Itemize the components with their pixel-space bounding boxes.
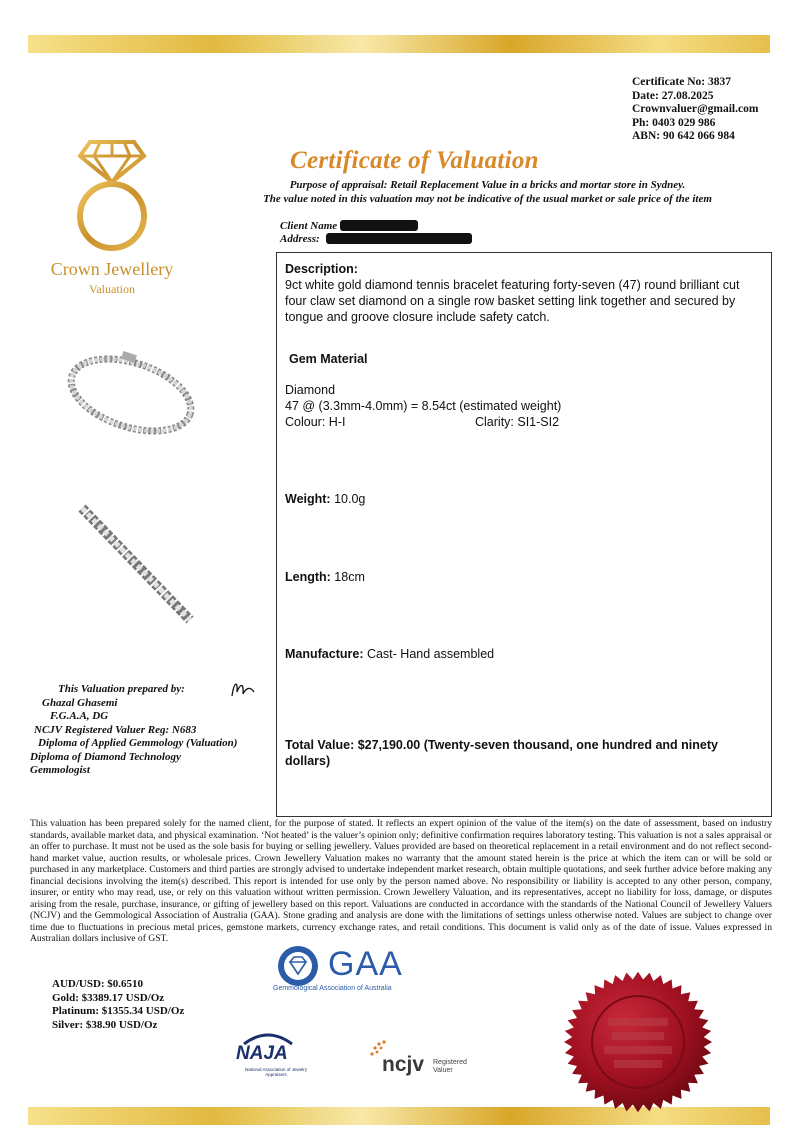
valuer-credential-2: NCJV Registered Valuer Reg: N683 <box>34 723 197 736</box>
wax-seal-icon <box>548 960 728 1120</box>
description-heading: Description: <box>285 262 358 276</box>
rate-silver: Silver: $38.90 USD/Oz <box>52 1018 158 1031</box>
naja-logo-subtitle: National Association of Jewelry Appraisers <box>244 1067 308 1077</box>
prepared-by-block <box>30 683 238 778</box>
gem-colour: Colour: H-I <box>285 415 346 429</box>
certificate-email: Crownvaluer@gmail.com <box>632 103 759 116</box>
manufacture-row <box>285 646 494 662</box>
certificate-date: Date: 27.08.2025 <box>632 89 714 102</box>
manufacture-label: Manufacture: <box>285 647 364 661</box>
valuer-credential-5: Gemmologist <box>30 764 90 776</box>
rate-platinum: Platinum: $1355.34 USD/Oz <box>52 1005 185 1018</box>
certificate-abn: ABN: 90 642 066 984 <box>632 130 735 143</box>
rate-gold: Gold: $3389.17 USD/Oz <box>52 991 165 1004</box>
ncjv-logo-text: ncjv <box>382 1053 425 1076</box>
gaa-logo-text: GAA <box>328 945 403 983</box>
gaa-emblem-icon <box>276 944 320 988</box>
disclaimer-text: This valuation has been prepared solely for the named client, for the purpose of stated. It reflects an expert opinion of the value of the item(s) on the date of assessment, based on industry standards, available market data, and physical examination. ‘Not heated’ is the valuer’s opinion only; definitive confirmation requires laboratory testing. This valuation is not a sales appraisal or an offer to purchase. It must not be used as the sole basis for buying or selling jewellery. Values provided are based on theoretical replacement in a retail environment and do not reflect second-hand market value, auction results, or wholesale prices. Crown Jewellery Valuation makes no warranty that the amount stated herein is the price at which the item can or will be sold or purchased in any marketplace. Customers and third parties are strongly advised to undertake independent market research, obtain multiple quotations, and seek further advice before making any financial decisions involving the item(s) described. This report is intended for use only by the person named above. No responsibility or liability is accepted to any other person, company, insurer, or entity who may read, use, or rely on this valuation without written permission. Crown Jewellery Valuation, and its representatives, accept no liability for loss, damage, or disputes arising from the resale, purchase, insurance, or gifting of jewellery based on this report. Valuations are conducted in accordance with the standards of the National Council of Jewellery Valuers (NCJV) and the Gemmological Association of Australia (GAA). Stone grading and analysis are done with the limitations of settings unless otherwise noted. Values are subject to change over time due to fluctuations in precious metal prices, gemstone markets, currency exchange rates, and retail conditions. This document is valid only as of the date of issue. Values expressed in Australian dollars inclusive of GST. <box>30 818 772 944</box>
length-value: 18cm <box>330 570 365 584</box>
prepared-by-label: This Valuation prepared by: <box>58 683 185 695</box>
bracelet-photo-bottom <box>72 500 202 630</box>
purpose-statement <box>200 178 775 206</box>
length-label: Length: <box>285 570 331 584</box>
weight-label: Weight: <box>285 492 331 506</box>
gaa-logo-subtitle: Gemmological Association of Australia <box>273 985 392 992</box>
weight-row <box>285 491 365 507</box>
top-gold-bar <box>28 35 770 53</box>
weight-value: 10.0g <box>330 492 366 506</box>
description-section <box>285 261 761 325</box>
naja-logo-text: NAJA <box>236 1043 288 1064</box>
length-row <box>285 569 365 585</box>
client-name-label: Client Name <box>280 220 338 232</box>
bracelet-photo-top <box>56 345 206 445</box>
purpose-line-2: The value noted in this valuation may not be indicative of the usual market or sale price of the item <box>263 193 712 205</box>
gem-section <box>285 382 745 430</box>
ncjv-logo-subtitle <box>433 1059 467 1075</box>
client-address-redaction <box>326 233 472 244</box>
purpose-line-1: Purpose of appraisal: Retail Replacement Value in a bricks and mortar store in Sydney. <box>289 179 686 191</box>
diamond-ring-icon <box>72 130 152 255</box>
rate-aud-usd: AUD/USD: $0.6510 <box>52 978 144 990</box>
metal-rates <box>52 978 184 1032</box>
valuer-credential-4: Diploma of Diamond Technology <box>30 750 181 763</box>
page-title: Certificate of Valuation <box>290 147 539 174</box>
manufacture-value: Cast- Hand assembled <box>363 647 495 661</box>
ncjv-valuer: Valuer <box>433 1067 453 1074</box>
client-name-redaction <box>340 220 418 231</box>
ncjv-registered: Registered <box>433 1059 467 1066</box>
gem-heading: Gem Material <box>289 352 368 366</box>
description-panel <box>276 252 772 817</box>
total-value: Total Value: $27,190.00 (Twenty-seven thousand, one hundred and ninety dollars) <box>285 738 718 768</box>
description-text: 9ct white gold diamond tennis bracelet featuring forty-seven (47) round brilliant cut four claw set diamond on a single row basket setting link together and secured by tongue and groove closure include safety catch. <box>285 278 740 324</box>
brand-name: Crown Jewellery <box>50 259 174 279</box>
gem-clarity: Clarity: SI1-SI2 <box>475 415 560 429</box>
client-address-label: Address: <box>280 233 320 245</box>
valuer-name: Ghazal Ghasemi <box>42 696 118 709</box>
certificate-number: Certificate No: 3837 <box>632 76 731 88</box>
gem-type: Diamond <box>285 383 336 397</box>
signature-icon <box>228 678 258 700</box>
certificate-phone: Ph: 0403 029 986 <box>632 116 716 129</box>
valuer-credential-1: F.G.A.A, DG <box>50 710 109 722</box>
gem-detail: 47 @ (3.3mm-4.0mm) = 8.54ct (estimated weight) <box>285 399 562 413</box>
brand-subtitle: Valuation <box>89 282 135 296</box>
certificate-meta <box>632 76 758 144</box>
valuer-credential-3: Diploma of Applied Gemmology (Valuation) <box>38 737 238 749</box>
